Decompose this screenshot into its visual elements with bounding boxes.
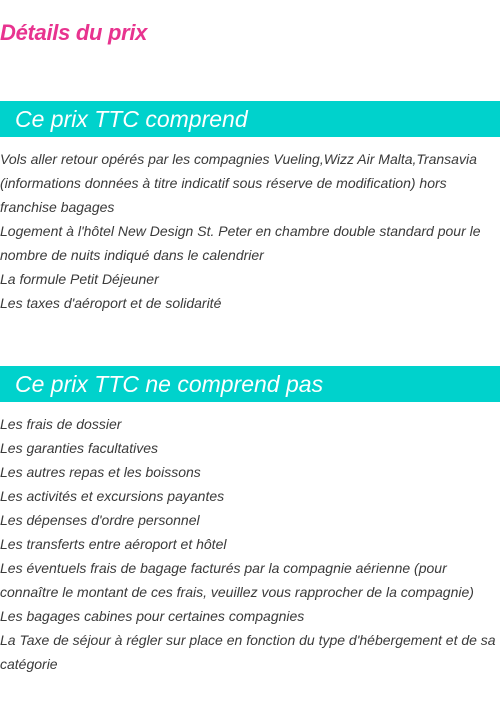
list-item: La Taxe de séjour à régler sur place en fonction du type d'hébergement et de sa catégorie (0, 632, 496, 672)
list-item: Les dépenses d'ordre personnel (0, 512, 200, 528)
list-item: Les transferts entre aéroport et hôtel (0, 536, 227, 552)
list-item: La formule Petit Déjeuner (0, 271, 159, 287)
list-item: Les autres repas et les boissons (0, 464, 201, 480)
price-includes-list (0, 137, 500, 315)
list-item: Logement à l'hôtel New Design St. Peter en chambre double standard pour le nombre de nuits indiqué dans le calendrier (0, 223, 481, 263)
list-item: Les garanties facultatives (0, 440, 158, 456)
list-item: Vols aller retour opérés par les compagnies Vueling,Wizz Air Malta,Transavia (informations données à titre indicatif sous réserve de modification) hors franchise bagages (0, 151, 477, 215)
price-excludes-section (0, 366, 500, 676)
page-title: Détails du prix (0, 20, 148, 45)
list-item: Les taxes d'aéroport et de solidarité (0, 295, 222, 311)
list-item: Les bagages cabines pour certaines compagnies (0, 608, 305, 624)
list-item: Les activités et excursions payantes (0, 488, 225, 504)
price-excludes-heading: Ce prix TTC ne comprend pas (0, 366, 500, 402)
price-includes-heading: Ce prix TTC comprend (0, 101, 500, 137)
price-includes-section (0, 101, 500, 315)
list-item: Les frais de dossier (0, 416, 122, 432)
list-item: Les éventuels frais de bagage facturés par la compagnie aérienne (pour connaître le montant de ces frais, veuillez vous rapprocher de la compagnie) (0, 560, 474, 600)
price-excludes-list (0, 402, 500, 676)
